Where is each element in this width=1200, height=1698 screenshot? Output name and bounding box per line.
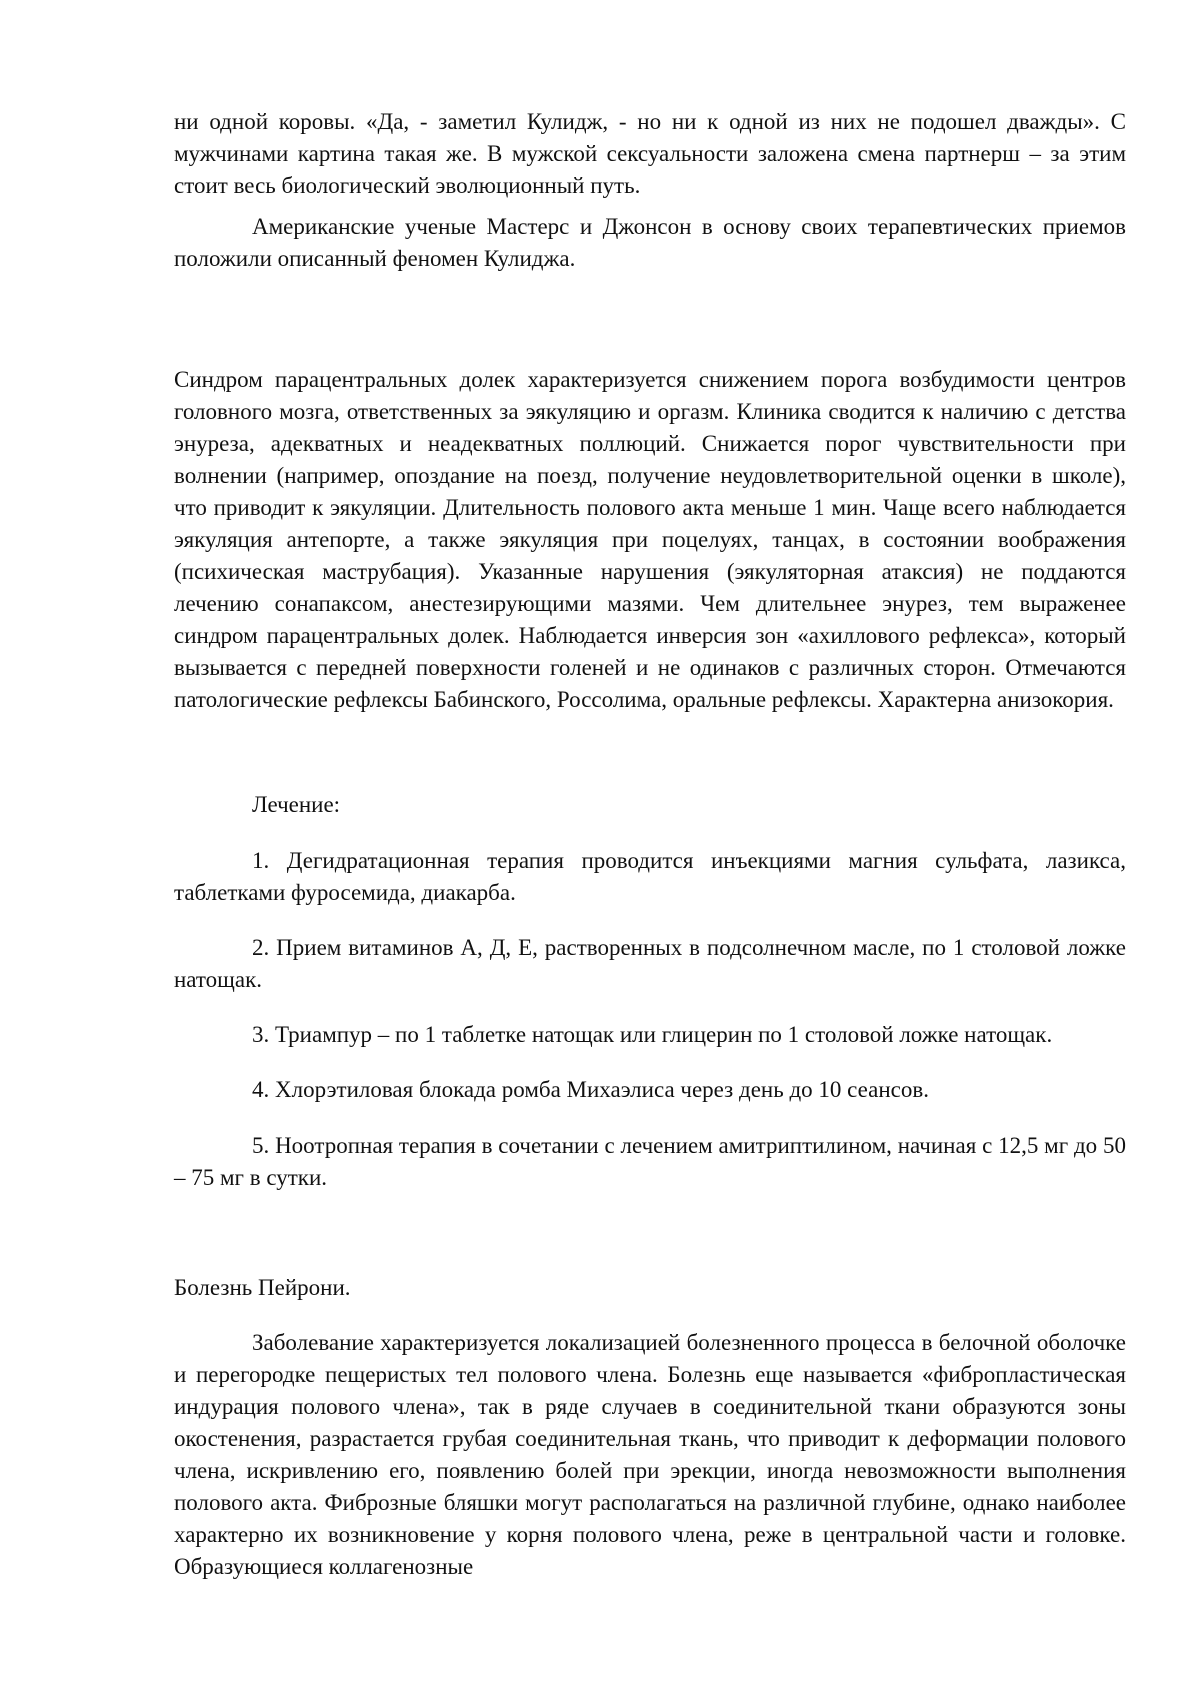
paragraph-masters-johnson: Американские ученые Мастерс и Джонсон в основу своих терапевтических приемов положили описанный феномен Кулиджа.	[174, 214, 1126, 271]
treatment-item-2: 2. Прием витаминов А, Д, Е, растворенных в подсолнечном масле, по 1 столовой ложке натощак.	[174, 935, 1126, 992]
treatment-heading: Лечение:	[252, 792, 341, 817]
paragraph-peyronie-description: Заболевание характеризуется локализацией болезненного процесса в белочной оболочке и перегородке пещеристых тел полового члена. Болезнь еще называется «фибропластическая индурация полового члена», так в ряде случаев в соединительной ткани образуются зоны окостенения, разрастается грубая соединительная ткань, что приводит к деформации полового члена, искривлению его, появлению болей при эрекции, иногда невозможности выполнения полового акта. Фиброзные бляшки могут располагаться на различной глубине, однако наиболее характерно их возникновение у корня полового члена, реже в центральной части и головке. Образующиеся коллагенозные	[174, 1330, 1126, 1579]
treatment-item-3: 3. Триампур – по 1 таблетке натощак или глицерин по 1 столовой ложке натощак.	[252, 1022, 1053, 1047]
paragraph-coolidge-anecdote: ни одной коровы. «Да, - заметил Кулидж, - но ни к одной из них не подошел дважды». С мужчинами картина такая же. В мужской сексуальности заложена смена партнерш – за этим стоит весь биологический эволюционный путь.	[174, 109, 1126, 198]
treatment-item-5: 5. Ноотропная терапия в сочетании с лечением амитриптилином, начиная с 12,5 мг до 50 – 75 мг в сутки.	[174, 1133, 1126, 1190]
treatment-item-4: 4. Хлорэтиловая блокада ромба Михаэлиса через день до 10 сеансов.	[252, 1077, 929, 1102]
section-heading-peyronie: Болезнь Пейрони.	[174, 1275, 351, 1300]
paragraph-paracentral-lobule-syndrome: Синдром парацентральных долек характеризуется снижением порога возбудимости центров головного мозга, ответственных за эякуляцию и оргазм. Клиника сводится к наличию с детства энуреза, адекватных и неадекватных поллюций. Снижается порог чувствительности при волнении (например, опоздание на поезд, получение неудовлетворительной оценки в школе), что приводит к эякуляции. Длительность полового акта меньше 1 мин. Чаще всего наблюдается эякуляция антепорте, а также эякуляция при поцелуях, танцах, в состоянии воображения (психическая маструбация). Указанные нарушения (эякуляторная атаксия) не поддаются лечению сонапаксом, анестезирующими мазями. Чем длительнее энурез, тем выраженее синдром парацентральных долек. Наблюдается инверсия зон «ахиллового рефлекса», который вызывается с передней поверхности голеней и не одинаков с различных сторон. Отмечаются патологические рефлексы Бабинского, Россолима, оральные рефлексы. Характерна анизокория.	[174, 367, 1126, 712]
treatment-item-1: 1. Дегидратационная терапия проводится инъекциями магния сульфата, лазикса, таблетками фуросемида, диакарба.	[174, 848, 1126, 905]
